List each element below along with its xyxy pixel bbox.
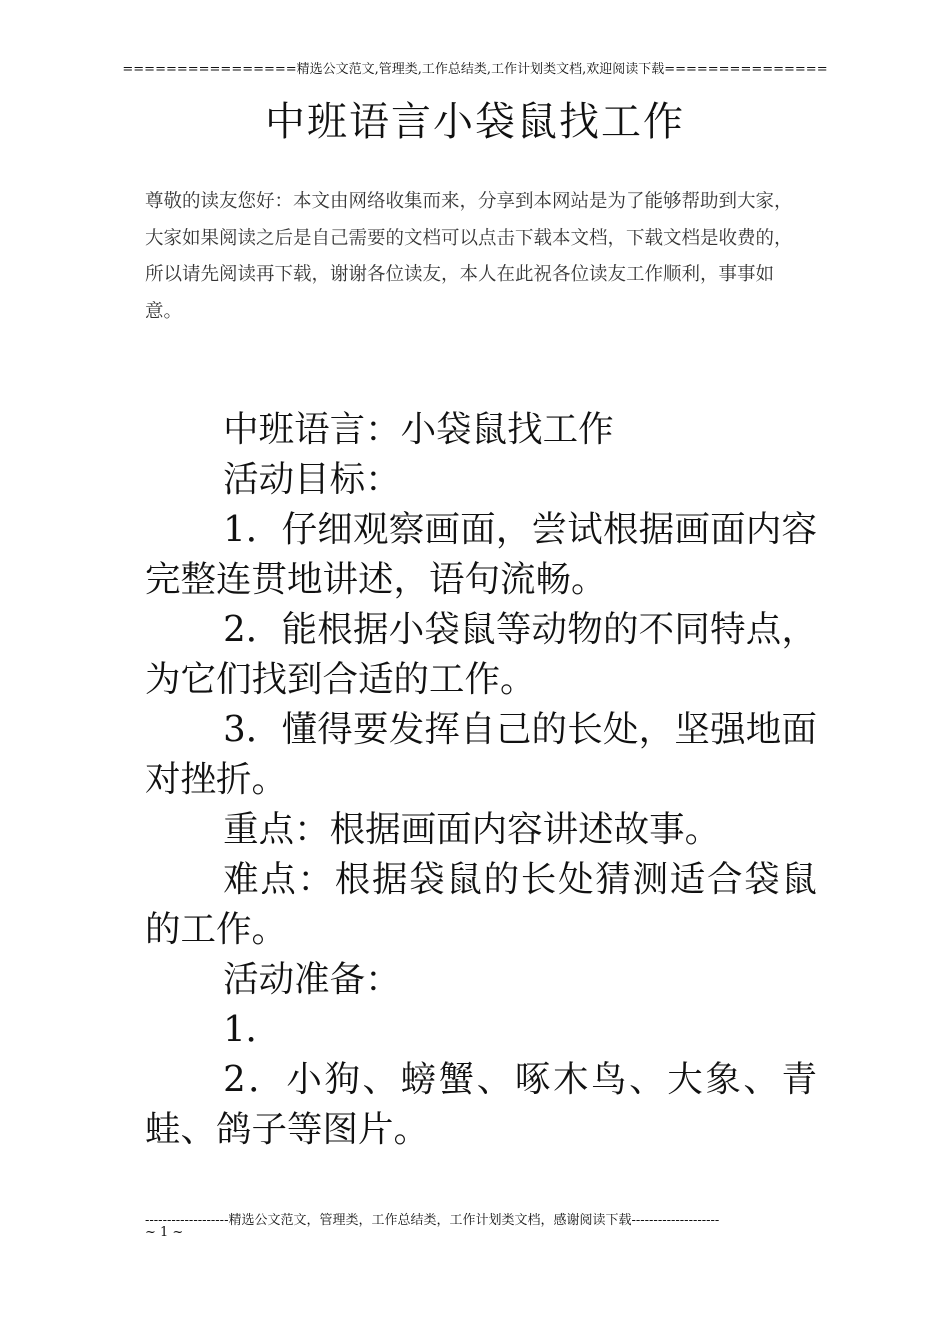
body-paragraph: 活动目标： bbox=[223, 459, 401, 500]
body-paragraph: 1．仔细观察画面，尝试根据画面内容完整连贯地讲述，语句流畅。 bbox=[145, 509, 817, 600]
body-paragraph: 2．能根据小袋鼠等动物的不同特点，为它们找到合适的工作。 bbox=[145, 609, 817, 700]
body-paragraph: 2．小狗、螃蟹、啄木鸟、大象、青蛙、鸽子等图片。 bbox=[145, 1059, 817, 1150]
body-paragraph: 3．懂得要发挥自己的长处，坚强地面对挫折。 bbox=[145, 709, 817, 800]
page-number: ~ 1 ~ bbox=[145, 1225, 184, 1240]
body-paragraph: 中班语言：小袋鼠找工作 bbox=[223, 409, 614, 450]
body-paragraph: 难点：根据袋鼠的长处猜测适合袋鼠的工作。 bbox=[145, 859, 817, 950]
document-title: 中班语言小袋鼠找工作 bbox=[265, 99, 685, 145]
body-paragraph: 重点：根据画面内容讲述故事。 bbox=[223, 809, 721, 850]
body-paragraph: 1． bbox=[223, 1009, 282, 1050]
reader-notice: 尊敬的读友您好：本文由网络收集而来，分享到本网站是为了能够帮助到大家，大家如果阅读之后是自己需要的文档可以点击下载本文档，下载文档是收费的，所以请先阅读再下载，谢谢各位读友，本人在此祝各位读友工作顺利，事事如意。 bbox=[145, 191, 793, 322]
body-paragraph: 活动准备： bbox=[223, 959, 401, 1000]
header-banner: ================精选公文范文,管理类,工作总结类,工作计划类文档,欢迎阅读下载=============== bbox=[122, 62, 828, 77]
footer-banner: -------------------精选公文范文，管理类，工作总结类，工作计划类文档，感谢阅读下载-------------------- bbox=[145, 1213, 720, 1228]
document-body bbox=[145, 405, 817, 1155]
